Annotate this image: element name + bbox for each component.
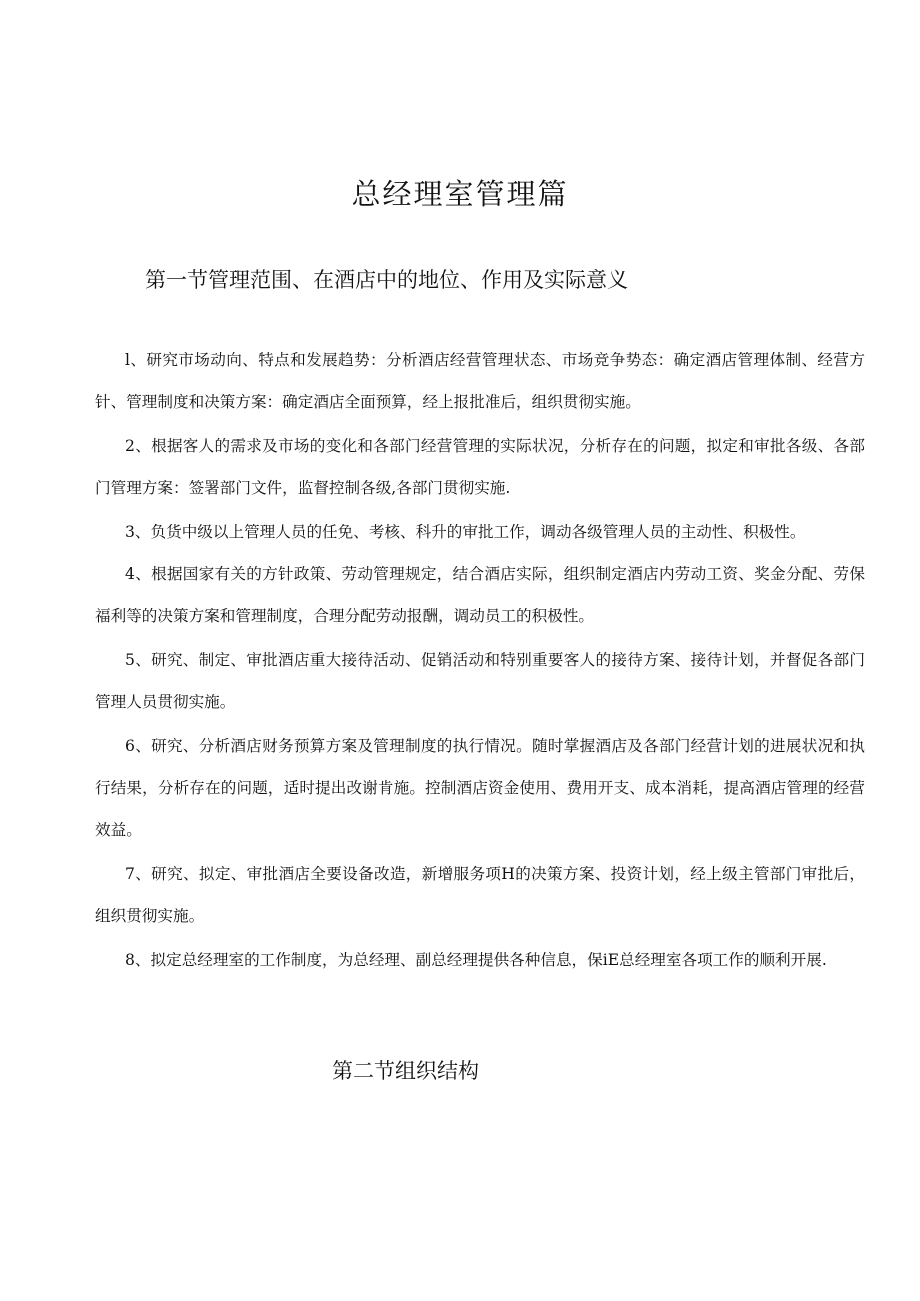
section-heading-2: 第二节组织结构 — [332, 1059, 479, 1083]
paragraph-1: l、研究市场动向、特点和发展趋势：分析酒店经营管理状态、市场竞争势态：确定酒店管理体制、经营方针、管理制度和决策方案：确定酒店全面预算，经上报批准后，组织贯彻实施。 — [95, 351, 865, 411]
paragraph-7: 7、研究、拟定、审批酒店全要设备改造，新增服务项H的决策方案、投资计划，经上级主管部门审批后，组织贯彻实施。 — [95, 865, 865, 925]
document-title: 总经理室管理篇 — [351, 177, 569, 211]
paragraph-3: 3、负货中级以上管理人员的任免、考核、科升的审批工作，调动各级管理人员的主动性、积极性。 — [125, 523, 806, 541]
paragraph-8: 8、拟定总经理室的工作制度，为总经理、副总经理提供各种信息，保iE总经理室各项工作的顺利开展. — [125, 951, 827, 969]
paragraph-4: 4、根据国家有关的方针政策、劳动管理规定，结合酒店实际，组织制定酒店内劳动工资、奖金分配、劳保福利等的决策方案和管理制度，合理分配劳动报酬，调动员工的积极性。 — [95, 565, 865, 625]
paragraph-2: 2、根据客人的需求及市场的变化和各部门经营管理的实际状况，分析存在的问题，拟定和审批各级、各部门管理方案：签署部门文件，监督控制各级,各部门贯彻实施. — [95, 437, 865, 497]
paragraph-6: 6、研究、分析酒店财务预算方案及管理制度的执行情况。随时掌握酒店及各部门经营计划的进展状况和执行结果，分析存在的问题，适时提出改谢肯施。控制酒店资金使用、费用开支、成本消耗，提高酒店管理的经营效益。 — [95, 737, 865, 839]
paragraph-5: 5、研究、制定、审批酒店重大接待活动、促销活动和特别重要客人的接待方案、接待计划，并督促各部门管理人员贯彻实施。 — [95, 651, 865, 711]
section-heading-1: 第一节管理范围、在酒店中的地位、作用及实际意义 — [145, 268, 628, 292]
